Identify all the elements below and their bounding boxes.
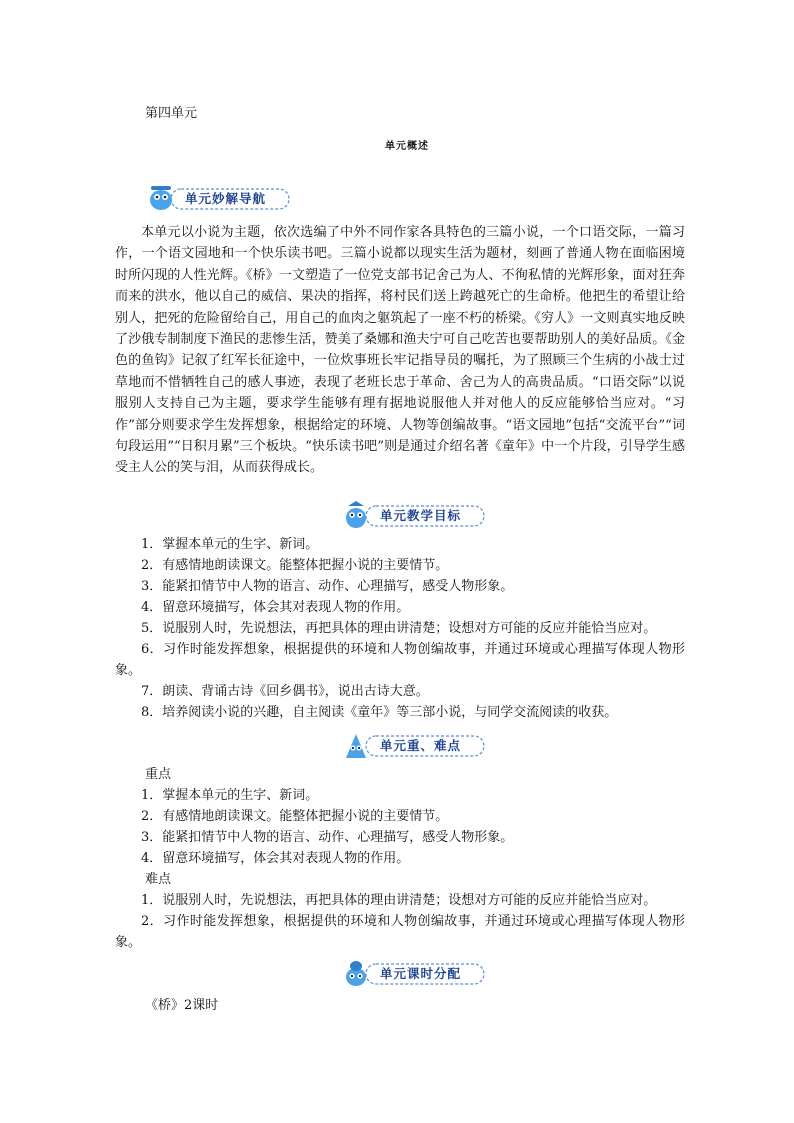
goal-item: 3．能紧扣情节中人物的语言、动作、心理描写，感受人物形象。 (141, 579, 514, 594)
goal-item: 4．留意环境描写，体会其对表现人物的作用。 (141, 600, 410, 615)
mascot-icon (150, 186, 172, 210)
goals-list (115, 534, 685, 723)
key-label: 重点 (145, 767, 172, 782)
guide-paragraph: 本单元以小说为主题，依次选编了中外不同作家各具特色的三篇小说，一个口语交际，一篇习作，一个语文园地和一个快乐读书吧。三篇小说都以现实生活为题材，刻画了普通人物在面临困境时所闪现的人性光辉。《桥》一文塑造了一位党支部书记舍己为人、不徇私情的光辉形象，面对狂奔而来的洪水，他以自己的威信、果决的指挥，将村民们送上跨越死亡的生命桥。他把生的希望让给别人，把死的危险留给自己，用自己的血肉之躯筑起了一座不朽的桥梁。《穷人》一文则真实地反映了沙俄专制制度下渔民的悲惨生活，赞美了桑娜和渔夫宁可自己吃苦也要帮助别人的美好品质。《金色的鱼钩》记叙了红军长征途中，一位炊事班长牢记指导员的嘱托，为了照顾三个生病的小战士过草地而不惜牺牲自己的感人事迹，表现了老班长忠于革命、舍己为人的高贵品质。“口语交际”以说服别人支持自己为主题，要求学生能够有理有据地说服他人并对他人的反应能够恰当应对。“习作”部分则要求学生发挥想象，根据给定的环境、人物等创编故事。“语文园地”包括“交流平台”“词句段运用”“日积月累”三个板块。“快乐读书吧”则是通过介绍名著《童年》中一个片段，引导学生感受主人公的笑与泪，从而获得成长。 (115, 225, 685, 476)
goal-item: 7．朗读、背诵古诗《回乡偶书》，说出古诗大意。 (141, 684, 429, 699)
goal-item: 6．习作时能发挥想象，根据提供的环境和人物创编故事，并通过环境或心理描写体现人物形象。 (115, 642, 685, 678)
banner-goals (340, 500, 486, 530)
mascot-icon (346, 734, 366, 758)
banner-schedule (340, 958, 486, 988)
key-item: 2．有感情地朗读课文。能整体把握小说的主要情节。 (141, 809, 449, 824)
banner-goals-label: 单元教学目标 (380, 508, 462, 523)
goal-item: 2．有感情地朗读课文。能整体把握小说的主要情节。 (141, 558, 449, 573)
schedule-line: 《桥》2课时 (145, 998, 219, 1013)
unit-title: 第四单元 (145, 106, 198, 121)
key-item: 4．留意环境描写，体会其对表现人物的作用。 (141, 851, 410, 866)
goal-item: 5．说服别人时，先说想法，再把具体的理由讲清楚；设想对方可能的反应并能恰当应对。 (141, 621, 657, 636)
goal-item: 1．掌握本单元的生字、新词。 (141, 537, 319, 552)
mascot-icon (346, 961, 366, 986)
difficult-item: 1．说服别人时，先说想法，再把具体的理由讲清楚；设想对方可能的反应并能恰当应对。 (141, 893, 657, 908)
banner-schedule-label: 单元课时分配 (380, 966, 462, 981)
key-points-block (115, 764, 685, 953)
banner-key-points (340, 730, 486, 760)
difficult-item: 2．习作时能发挥想象，根据提供的环境和人物创编故事，并通过环境或心理描写体现人物形象。 (115, 914, 685, 950)
mascot-icon (346, 501, 366, 528)
banner-guide-label: 单元妙解导航 (185, 191, 267, 206)
difficult-label: 难点 (145, 872, 172, 887)
key-item: 1．掌握本单元的生字、新词。 (141, 788, 319, 803)
section-subtitle: 单元概述 (385, 141, 429, 152)
goal-item: 8．培养阅读小说的兴趣，自主阅读《童年》等三部小说，与同学交流阅读的收获。 (141, 705, 618, 720)
banner-guide (145, 183, 291, 213)
key-item: 3．能紧扣情节中人物的语言、动作、心理描写，感受人物形象。 (141, 830, 514, 845)
banner-key-points-label: 单元重、难点 (380, 738, 462, 753)
